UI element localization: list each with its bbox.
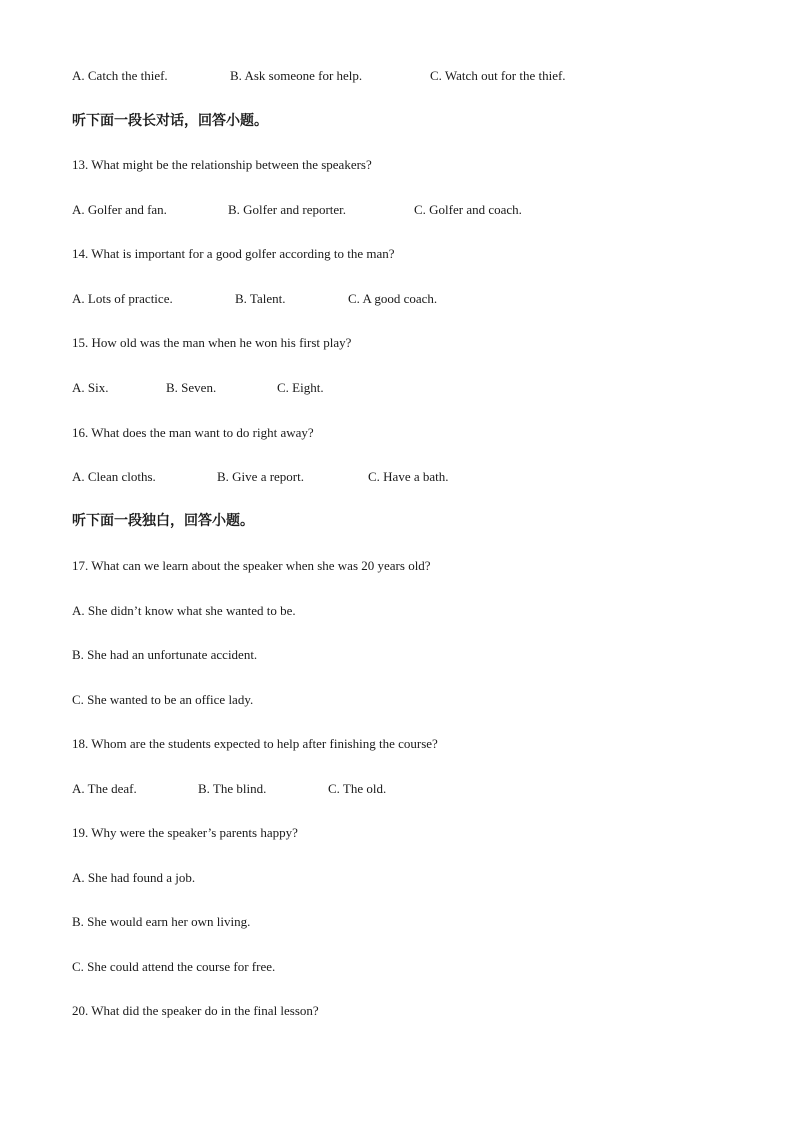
question-14: 14. What is important for a good golfer according to the man?: [72, 246, 395, 261]
option-b: B. Talent.: [235, 291, 286, 306]
option-b: B. She had an unfortunate accident.: [72, 647, 258, 662]
option-b: B. Ask someone for help.: [230, 68, 363, 83]
option-c: C. Have a bath.: [368, 469, 449, 484]
option-c: C. Watch out for the thief.: [430, 68, 566, 83]
option-b: B. The blind.: [198, 781, 267, 796]
question-19: 19. Why were the speaker’s parents happy?: [72, 825, 298, 840]
option-b: B. She would earn her own living.: [72, 914, 251, 929]
section-heading: 听下面一段长对话，回答小题。: [72, 113, 268, 129]
question-20: 20. What did the speaker do in the final lesson?: [72, 1003, 319, 1018]
option-c: C. She wanted to be an office lady.: [72, 692, 254, 707]
option-c: C. The old.: [328, 781, 387, 796]
option-c: C. Golfer and coach.: [414, 202, 522, 217]
option-a: A. Catch the thief.: [72, 68, 168, 83]
option-c: C. A good coach.: [348, 291, 438, 306]
option-a: A. Golfer and fan.: [72, 202, 167, 217]
question-18: 18. Whom are the students expected to help after finishing the course?: [72, 736, 438, 751]
option-a: A. Six.: [72, 380, 109, 395]
option-b: B. Give a report.: [217, 469, 305, 484]
question-15: 15. How old was the man when he won his first play?: [72, 335, 352, 350]
option-c: C. Eight.: [277, 380, 324, 395]
option-a: A. Lots of practice.: [72, 291, 173, 306]
question-16: 16. What does the man want to do right away?: [72, 425, 314, 440]
option-a: A. She didn’t know what she wanted to be.: [72, 603, 296, 618]
option-c: C. She could attend the course for free.: [72, 959, 276, 974]
section-heading: 听下面一段独白，回答小题。: [72, 513, 254, 529]
option-a: A. She had found a job.: [72, 870, 196, 885]
option-b: B. Golfer and reporter.: [228, 202, 347, 217]
question-13: 13. What might be the relationship between the speakers?: [72, 157, 372, 172]
option-b: B. Seven.: [166, 380, 217, 395]
option-a: A. The deaf.: [72, 781, 137, 796]
option-a: A. Clean cloths.: [72, 469, 156, 484]
question-17: 17. What can we learn about the speaker when she was 20 years old?: [72, 558, 431, 573]
